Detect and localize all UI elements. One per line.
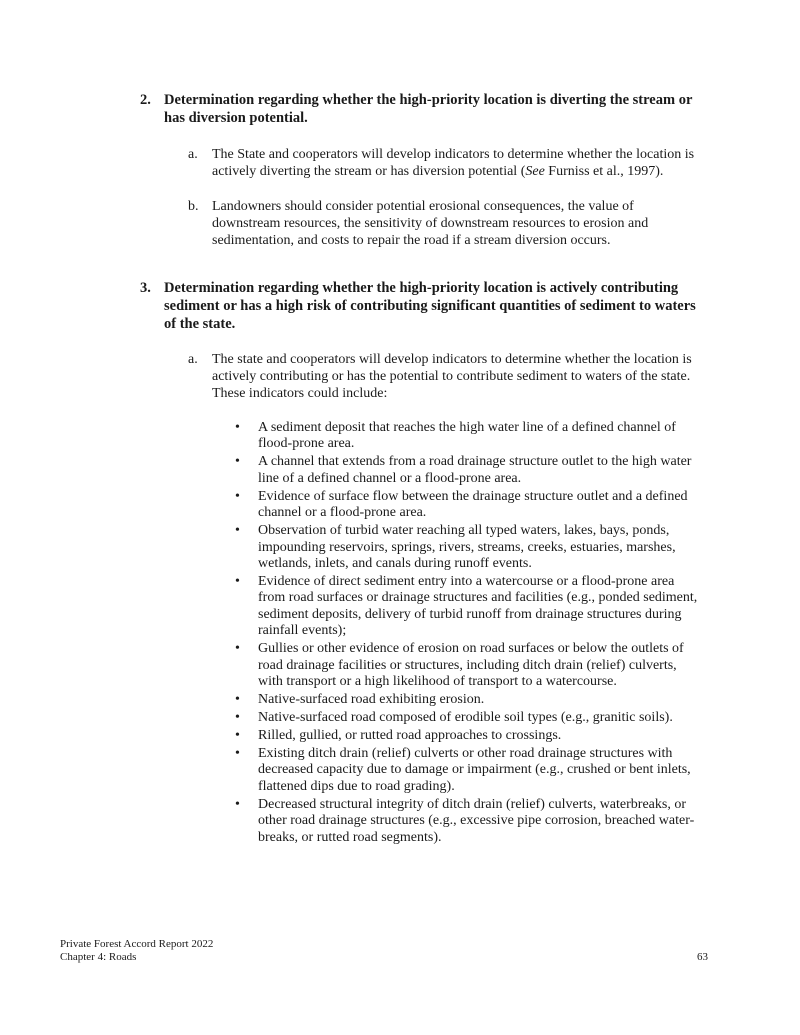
list-item [235,797,705,846]
list-item [235,710,705,726]
bullet-icon: • [235,796,240,812]
item-text-italic: See [525,164,545,179]
section-2-heading [140,91,705,127]
list-item-text: A channel that extends from a road drainage structure outlet to the high water line of a defined channel or a flood-prone area. [258,454,692,486]
bullet-icon: • [235,641,240,657]
section-3 [140,279,705,848]
list-item [235,454,705,487]
section-2-item-b [188,198,705,249]
bullet-icon: • [235,488,240,504]
footer-chapter: Chapter 4: Roads [60,951,137,963]
section-2-item-a [188,146,705,180]
list-item [235,420,705,453]
list-item [235,692,705,708]
bullet-icon: • [235,574,240,590]
bullet-icon: • [235,523,240,539]
item-text-part: The State and cooperators will develop indicators to determine whether the location is actively diverting the stream or has diversion potential ( [212,147,695,179]
bullet-icon: • [235,692,240,708]
section-3-number: 3. [140,280,151,296]
footer-report-title: Private Forest Accord Report 2022 [60,938,214,950]
list-item-text: Observation of turbid water reaching all typed waters, lakes, bays, ponds, impounding reservoirs, springs, rivers, streams, creeks, estuaries, marshes, wetlands, inlets, and canals during runoff events. [258,523,676,572]
section-2 [140,91,705,249]
item-letter: a. [188,147,198,162]
list-item [235,489,705,522]
item-text: Landowners should consider potential erosional consequences, the value of downstream resources, the sensitivity of downstream resources to erosion and sedimentation, and costs to repair the road if a stream diversion occurs. [212,199,649,248]
list-item-text: Evidence of direct sediment entry into a watercourse or a flood-prone area from road surfaces or drainage structures and facilities (e.g., ponded sediment, sediment deposits, delivery of turbid runoff from drainage structures during rainfall events); [258,574,698,639]
bullet-icon: • [235,728,240,744]
list-item-text: Evidence of surface flow between the drainage structure outlet and a defined channel or a flood-prone area. [258,488,688,521]
section-3-item-a [188,351,705,402]
indicator-list [235,420,705,846]
list-item-text: Native-surfaced road composed of erodible soil types (e.g., granitic soils). [258,710,673,726]
list-item [235,523,705,572]
item-letter: a. [188,352,198,367]
item-text: The state and cooperators will develop indicators to determine whether the location is actively contributing or has the potential to contribute sediment to waters of the state. These indicators could include: [212,352,692,401]
list-item-text: Native-surfaced road exhibiting erosion. [258,692,485,708]
item-text [212,146,705,180]
bullet-icon: • [235,454,240,470]
page-number: 63 [697,951,708,963]
page-footer [60,938,708,964]
list-item-text: Decreased structural integrity of ditch drain (relief) culverts, waterbreaks, or other road drainage structures (e.g., excessive pipe corrosion, breached water-breaks, or rutted road segments). [258,796,695,845]
bullet-icon: • [235,746,240,762]
list-item [235,574,705,640]
list-item-text: Existing ditch drain (relief) culverts or other road drainage structures with decreased capacity due to damage or impairment (e.g., crushed or bent inlets, flattened dips due to road grading). [258,746,691,794]
section-2-number: 2. [140,92,151,108]
list-item [235,746,705,795]
list-item-text: Rilled, gullied, or rutted road approaches to crossings. [258,728,562,744]
list-item-text: Gullies or other evidence of erosion on road surfaces or below the outlets of road drainage facilities or structures, including ditch drain (relief) culverts, with transport or a high likelihood of transport to a watercourse. [258,641,684,690]
section-3-heading [140,279,705,333]
item-text-part: Furniss et al., 1997). [544,164,664,179]
bullet-icon: • [235,420,240,435]
list-item-text: A sediment deposit that reaches the high water line of a defined channel of flood-prone area. [258,420,676,452]
section-2-title: Determination regarding whether the high-priority location is diverting the stream or has diversion potential. [164,92,693,126]
section-3-title: Determination regarding whether the high-priority location is actively contributing sediment or has a high risk of contributing significant quantities of sediment to waters of the state. [164,280,696,332]
bullet-icon: • [235,710,240,726]
list-item [235,728,705,744]
list-item [235,641,705,690]
item-letter: b. [188,199,199,214]
